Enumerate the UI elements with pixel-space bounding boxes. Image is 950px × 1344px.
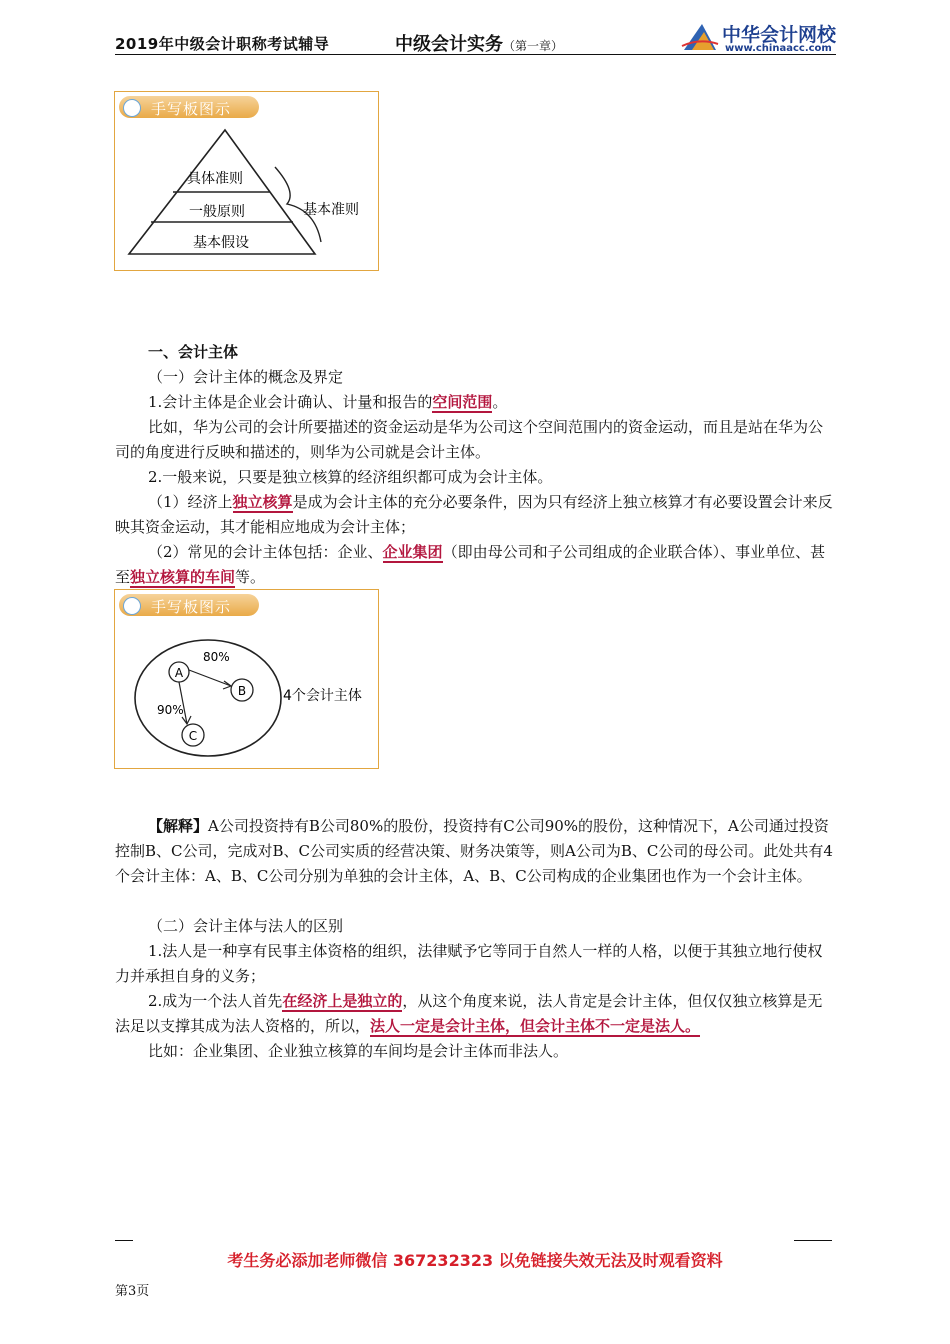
- logo-icon: [680, 20, 720, 52]
- pyramid-diagram: [115, 92, 378, 270]
- highlight-key-conclusion: 法人一定是会计主体，但会计主体不一定是法人。: [370, 1017, 701, 1035]
- handwriting-board-ownership: [114, 589, 379, 769]
- header-divider: [115, 54, 836, 55]
- page-number: 第3页: [115, 1284, 150, 1299]
- footer-divider-left: [115, 1240, 133, 1241]
- highlight-spatial-scope: 空间范围: [432, 393, 493, 411]
- explanation-paragraph: 【解释】A公司投资持有B公司80%的股份，投资持有C公司90%的股份，这种情况下，A公司通过投资控制B、C公司，完成对B、C公司实质的经营决策、财务决策等，则A公司为B、C公司的母公司。此处共有4个会计主体：A、B、C公司分别为单独的会计主体，A、B、C公司构成的企业集团也作为一个会计主体。: [115, 817, 833, 885]
- handwriting-tag-label: 手写板图示: [151, 598, 232, 616]
- highlight-independent-workshop: 独立核算的车间: [130, 568, 236, 586]
- node-a-label: A: [174, 666, 184, 680]
- logo-url: www.chinaacc.com: [725, 43, 832, 54]
- entity-count-label: 4个会计主体: [283, 688, 362, 704]
- brace-label: 基本准则: [303, 202, 359, 218]
- paragraph-5: （2）常见的会计主体包括：企业、企业集团（即由母公司和子公司组成的企业联合体）、事业单位、甚至独立核算的车间等。: [115, 543, 826, 586]
- section-heading: 一、会计主体: [148, 343, 239, 361]
- subsection-heading-2: （二）会计主体与法人的区别: [148, 917, 344, 935]
- paragraph-example: 比如：企业集团、企业独立核算的车间均是会计主体而非法人。: [148, 1042, 569, 1060]
- handwriting-tag-label: 手写板图示: [151, 100, 232, 118]
- header-center-title: [395, 30, 563, 56]
- node-b-label: B: [237, 684, 247, 698]
- paragraph-legal-person-1: 1.法人是一种享有民事主体资格的组织，法律赋予它等同于自然人一样的人格，以便于其独立地行使权力并承担自身的义务；: [115, 942, 823, 985]
- handwriting-board-pyramid: [114, 91, 379, 271]
- chapter-label: （第一章）: [503, 39, 564, 53]
- header-left-title: 2019年中级会计职称考试辅导: [115, 35, 330, 53]
- highlight-economically-independent: 在经济上是独立的: [282, 992, 403, 1010]
- paragraph-1: 1.会计主体是企业会计确认、计量和报告的空间范围。: [148, 393, 508, 411]
- pyramid-level-top: 具体准则: [187, 171, 243, 187]
- pct-ab-label: 80%: [203, 650, 230, 664]
- node-c-label: C: [188, 729, 198, 743]
- edge-a-b: [189, 670, 231, 686]
- explanation-label: 【解释】: [148, 817, 209, 835]
- paragraph-2: 比如，华为公司的会计所要描述的资金运动是华为公司这个空间范围内的资金运动，而且是站在华为公司的角度进行反映和描述的，则华为公司就是会计主体。: [115, 418, 824, 461]
- ownership-diagram: [115, 590, 378, 768]
- footer-divider-right: [794, 1240, 832, 1241]
- highlight-enterprise-group: 企业集团: [382, 543, 443, 561]
- pct-ac-label: 90%: [157, 703, 184, 717]
- highlight-independent-accounting: 独立核算: [232, 493, 293, 511]
- subsection-heading: （一）会计主体的概念及界定: [148, 368, 344, 386]
- footer-notice: 考生务必添加老师微信 367232323 以免链接失效无法及时观看资料: [227, 1251, 723, 1270]
- pyramid-level-bottom: 基本假设: [193, 235, 249, 251]
- course-title: 中级会计实务: [395, 34, 503, 55]
- paragraph-3: 2.一般来说，只要是独立核算的经济组织都可成为会计主体。: [148, 468, 553, 486]
- pyramid-level-middle: 一般原则: [189, 204, 245, 220]
- paragraph-4: （1）经济上独立核算是成为会计主体的充分必要条件，因为只有经济上独立核算才有必要设置会计来反映其资金运动，其才能相应地成为会计主体；: [115, 493, 833, 536]
- paragraph-legal-person-2: 2.成为一个法人首先在经济上是独立的，从这个角度来说，法人肯定是会计主体，但仅仅独立核算是无法足以支撑其成为法人资格的，所以，法人一定是会计主体，但会计主体不一定是法人。: [115, 992, 823, 1035]
- logo-name: 中华会计网校: [722, 24, 837, 46]
